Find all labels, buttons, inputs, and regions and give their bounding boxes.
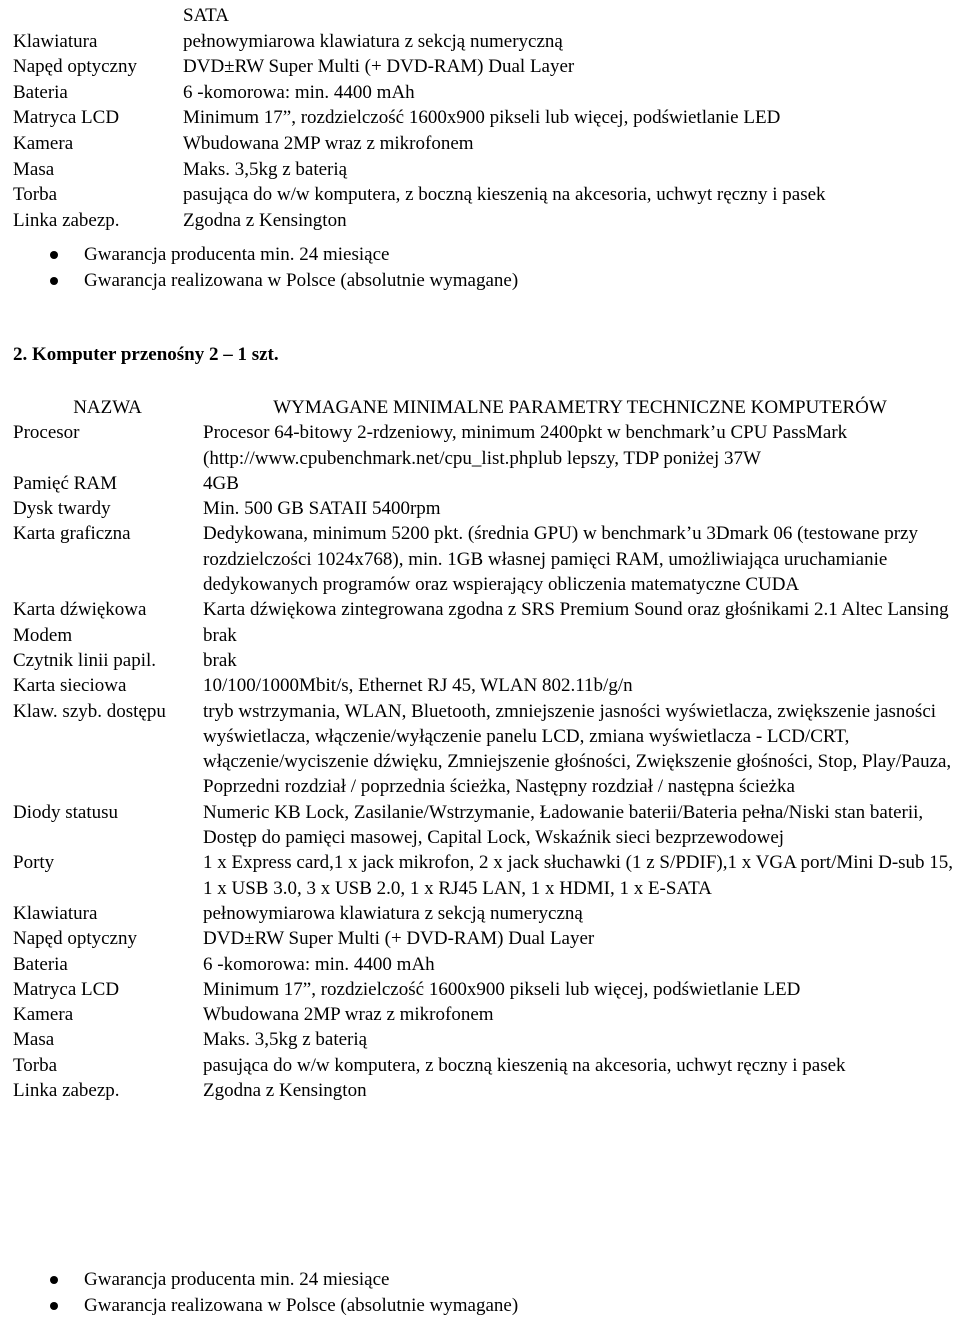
spec-label: Karta dźwiękowa [13,599,147,621]
table-row [13,1002,958,1027]
table-row [13,648,958,673]
spec-label: Diody statusu [13,801,119,823]
spec-value: 6 -komorowa: min. 4400 mAh [183,81,415,103]
section-title: 2. Komputer przenośny 2 – 1 szt. [13,344,279,365]
spec-table-2 [13,395,958,1103]
spec-label: Bateria [13,81,68,103]
table-row [13,29,958,55]
table-row [13,54,958,80]
spec-value: Karta dźwiękowa zintegrowana zgodna z SRS Premium Sound oraz głośnikami 2.1 Altec Lansing [203,599,949,621]
column-header-params: WYMAGANE MINIMALNE PARAMETRY TECHNICZNE KOMPUTERÓW [273,397,887,418]
bullet-icon [50,251,58,259]
spec-label: Linka zabezp. [13,1080,120,1102]
spec-label: Bateria [13,953,68,975]
spec-value: 6 -komorowa: min. 4400 mAh [203,953,435,975]
spec-value: Minimum 17”, rozdzielczość 1600x900 pikseli lub więcej, podświetlanie LED [203,978,801,1000]
spec-label: Napęd optyczny [13,928,137,950]
table-row [13,157,958,183]
table-row [13,182,958,208]
spec-label: Modem [13,624,73,646]
spec-label: Napęd optyczny [13,56,137,78]
table-row [13,699,958,800]
table-row [13,80,958,106]
spec-value: 1 x Express card,1 x jack mikrofon, 2 x jack słuchawki (1 z S/PDIF),1 x VGA port/Mini D-sub 15, 1 x USB 3.0, 3 x USB 2.0, 1 x RJ45 LAN, 1 x HDMI, 1 x E-SATA [203,852,954,899]
bullet-icon [50,1276,58,1284]
spec-value: Minimum 17”, rozdzielczość 1600x900 pikseli lub więcej, podświetlanie LED [183,107,781,129]
warranty-list-2 [0,1267,960,1319]
spec-label: Klawiatura [13,30,98,52]
spec-label: Torba [13,184,58,206]
spec-value: Maks. 3,5kg z baterią [203,1029,368,1051]
spec-label: Dysk twardy [13,498,111,520]
bullet-icon [50,277,58,285]
list-item-text: Gwarancja realizowana w Polsce (absolutnie wymagane) [84,270,519,291]
spec-value: pełnowymiarowa klawiatura z sekcją numeryczną [183,30,563,52]
table-row [13,977,958,1002]
spec-label: Masa [13,1029,55,1051]
table-row [13,597,958,622]
spec-value: brak [203,649,237,671]
list-item [0,242,960,268]
spec-value: Wbudowana 2MP wraz z mikrofonem [203,1004,494,1026]
spec-value: DVD±RW Super Multi (+ DVD-RAM) Dual Layer [183,56,575,78]
spec-label: Kamera [13,132,74,154]
spec-value: Procesor 64-bitowy 2-rdzeniowy, minimum 2400pkt w benchmark’u CPU PassMark (http://www.cpubenchmark.net/cpu_list.phplub lepszy, TDP poniżej 37W [203,422,848,469]
list-item-text: Gwarancja producenta min. 24 miesiące [84,244,390,265]
table-row [13,800,958,851]
spec-label: Klawiatura [13,902,98,924]
spec-value: pasująca do w/w komputera, z boczną kieszenią na akcesoria, uchwyt ręczny i pasek [183,184,826,206]
table-row [13,3,958,29]
spec-value: pełnowymiarowa klawiatura z sekcją numeryczną [203,902,583,924]
list-item [0,1293,960,1319]
spec-value: Numeric KB Lock, Zasilanie/Wstrzymanie, Ładowanie baterii/Bateria pełna/Niski stan baterii, Dostęp do pamięci masowej, Capital Lock, Wskaźnik sieci bezprzewodowej [203,801,924,849]
spec-label [13,3,182,29]
column-header-name: NAZWA [73,397,142,418]
bullet-icon [50,1302,58,1310]
spec-value: DVD±RW Super Multi (+ DVD-RAM) Dual Layer [203,928,595,950]
spec-table-1 [13,3,958,233]
spec-label: Procesor [13,422,80,444]
table-row [13,105,958,131]
spec-label: Masa [13,158,55,180]
spec-value: Dedykowana, minimum 5200 pkt. (średnia GPU) w benchmark’u 3Dmark 06 (testowane przy rozdzielczości 1024x768), min. 1GB własnej pamięci RAM, umożliwiająca uruchamianie dedykowanych programów oraz wspierający obliczenia matematyczne CUDA [203,523,918,596]
spec-label: Kamera [13,1004,74,1026]
spec-label: Karta graficzna [13,523,131,545]
spec-label: Matryca LCD [13,978,120,1000]
list-item-text: Gwarancja realizowana w Polsce (absolutnie wymagane) [84,1295,519,1316]
table-row [13,926,958,951]
spec-label: Pamięć RAM [13,472,117,494]
spec-value: Maks. 3,5kg z baterią [183,158,348,180]
spec-label: Matryca LCD [13,107,120,129]
list-item [0,268,960,294]
table-row [13,850,958,901]
table-row [13,208,958,234]
spec-value: tryb wstrzymania, WLAN, Bluetooth, zmniejszenie jasności wyświetlacza, zwiększenie jasności wyświetlacza, włączenie/wyłączenie panelu LCD, zmiana wyświetlacza - LCD/CRT, włączenie/wyciszenie dźwięku, Zmniejszenie głośności, Zwiększenie głośności, Stop, Play/Pauza, Poprzedni rozdział / poprzednia ścieżka, Następny rozdział / następna ścieżka [203,700,952,798]
table-row [13,131,958,157]
list-item [0,1267,960,1293]
spec-value: brak [203,624,237,646]
spec-label: Torba [13,1054,58,1076]
spec-label: Linka zabezp. [13,209,120,231]
table-row [13,496,958,521]
table-row [13,952,958,977]
spec-label: Porty [13,852,55,874]
table-row [13,521,958,597]
spec-value: 10/100/1000Mbit/s, Ethernet RJ 45, WLAN 802.11b/g/n [203,675,633,697]
table-row [13,1027,958,1052]
table-row [13,420,958,471]
spec-label: Czytnik linii papil. [13,649,157,671]
list-item-text: Gwarancja producenta min. 24 miesiące [84,1269,390,1290]
spec-value: Zgodna z Kensington [203,1080,367,1102]
spec-label: Karta sieciowa [13,675,127,697]
table-row [13,471,958,496]
table-row [13,901,958,926]
spec-value: SATA [183,5,229,26]
spec-value: Min. 500 GB SATAII 5400rpm [203,498,441,520]
table-row [13,1078,958,1103]
table-row [13,1053,958,1078]
table-row [13,623,958,648]
spec-label: Klaw. szyb. dostępu [13,700,166,722]
table-row [13,673,958,698]
spec-value: Zgodna z Kensington [183,209,347,231]
spec-value: Wbudowana 2MP wraz z mikrofonem [183,132,474,154]
spec-value: 4GB [203,472,239,494]
spec-value: pasująca do w/w komputera, z boczną kieszenią na akcesoria, uchwyt ręczny i pasek [203,1054,846,1076]
table-header-row [13,395,958,420]
warranty-list-1 [0,242,960,294]
